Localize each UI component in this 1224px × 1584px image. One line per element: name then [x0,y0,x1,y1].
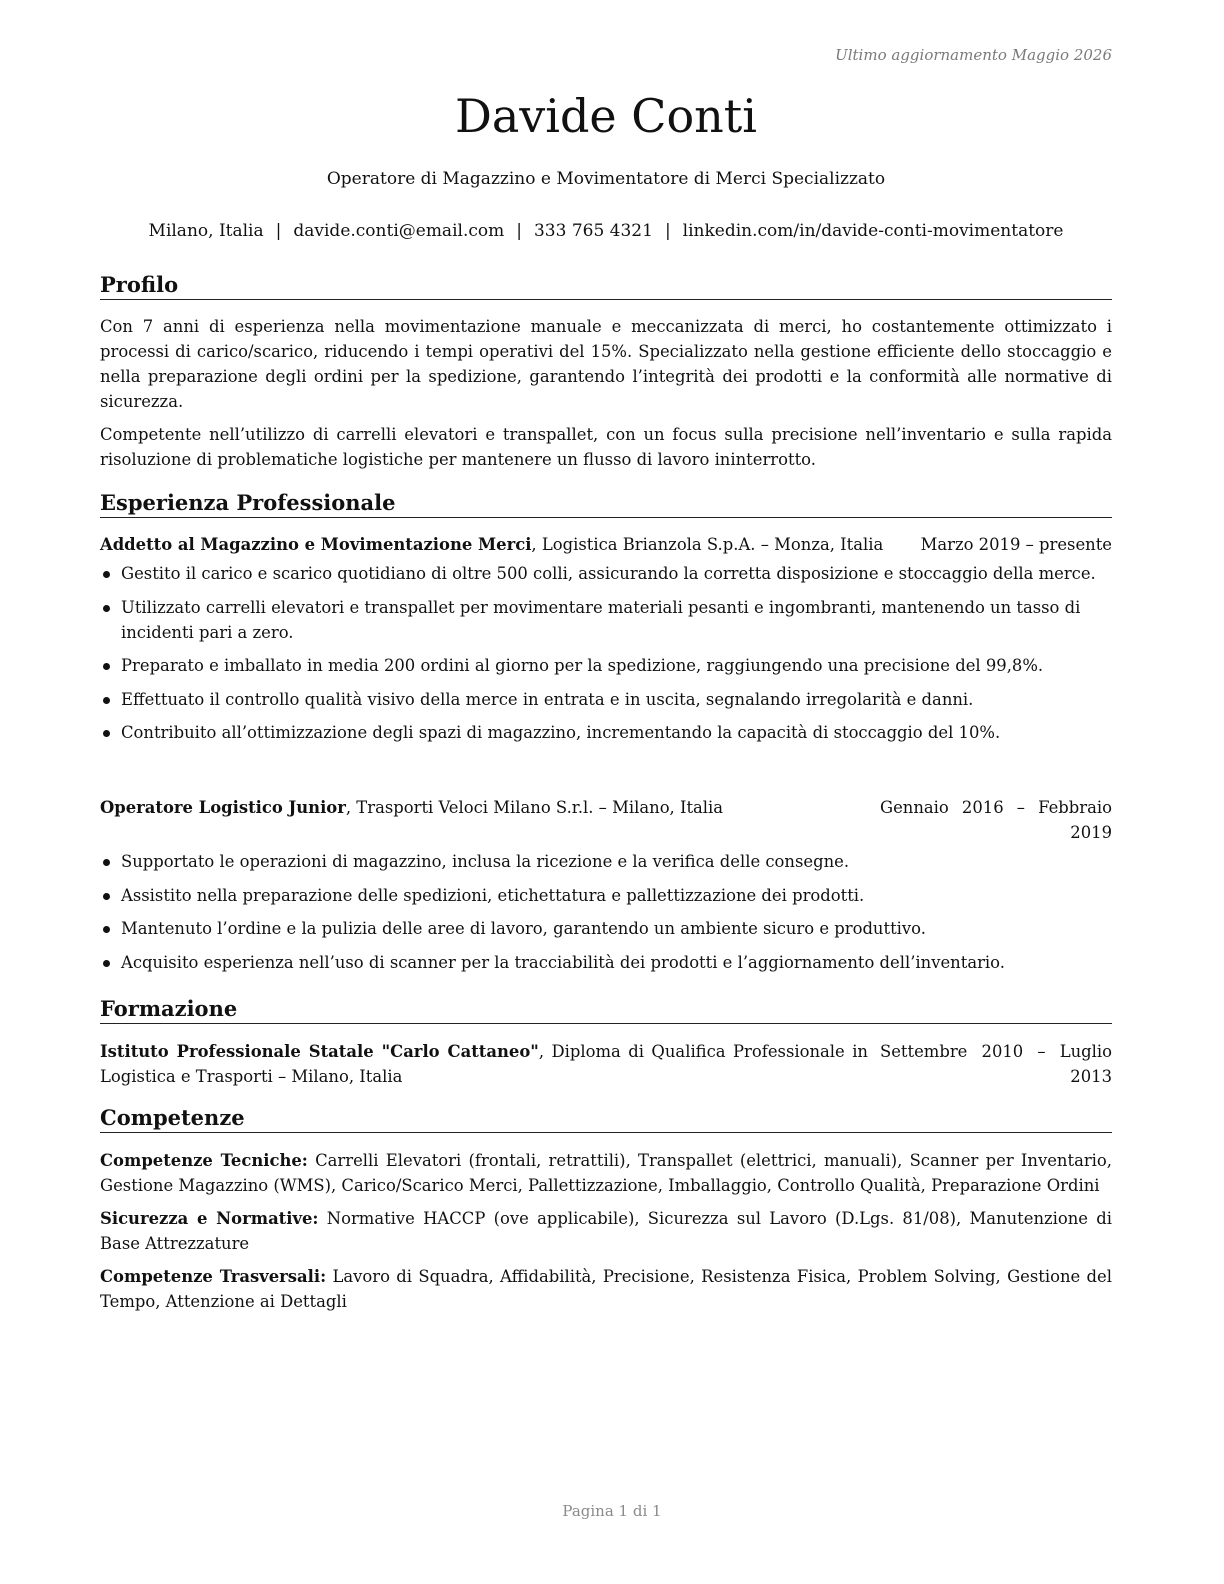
bullet-text: Utilizzato carrelli elevatori e transpallet per movimentare materiali pesanti e ingombranti, mantenendo un tasso di incidenti pari a zero. [121,597,1081,642]
education-entry [100,1039,1112,1089]
job-entry [100,795,1112,983]
bullet-text: Assistito nella preparazione delle spedizioni, etichettatura e pallettizzazione dei prodotti. [121,885,865,905]
skills-section [100,1148,1112,1322]
skill-group [100,1264,1112,1314]
education-dates: Settembre 2010 – Luglio 2013 [880,1042,1112,1086]
skill-group-label: Competenze Tecniche: [100,1151,308,1170]
bullet-text: Acquisito esperienza nell’uso di scanner per la tracciabilità dei prodotti e l’aggiornamento dell’inventario. [121,952,1005,972]
job-bullets [100,849,1112,975]
bullet-text: Preparato e imballato in media 200 ordini al giorno per la spedizione, raggiungendo una precisione del 99,8%. [121,656,1044,675]
skill-group-label: Competenze Trasversali: [100,1267,327,1286]
list-item [100,653,1112,678]
job-header [100,532,1112,557]
contact-separator: | [275,221,282,241]
section-title-skills: Competenze [100,1105,1112,1133]
list-item [100,687,1112,712]
contact-separator: | [516,221,522,241]
contact-linkedin[interactable]: linkedin.com/in/davide-conti-movimentatore [682,221,1064,241]
job-bullets [100,561,1112,745]
skill-group-text: Carrelli Elevatori (frontali, retrattili), Transpallet (elettrici, manuali), Scanner per Inventario, Gestione Magazzino (WMS), Carico/Scarico Merci, Pallettizzazione, Imballaggio, Controllo Qualità, Preparazione Ordini [100,1151,1112,1195]
bullet-icon [103,960,110,967]
skill-group-text: Lavoro di Squadra, Affidabilità, Precisione, Resistenza Fisica, Problem Solving, Gestione del Tempo, Attenzione ai Dettagli [100,1267,1112,1311]
job-title-line [100,532,921,557]
contact-email[interactable]: davide.conti@email.com [293,221,505,241]
bullet-icon [103,605,110,612]
job-entry [100,532,1112,754]
bullet-text: Supportato le operazioni di magazzino, inclusa la ricezione e la verifica delle consegne. [121,852,850,871]
bullet-icon [103,893,110,900]
job-role: Addetto al Magazzino e Movimentazione Merci [100,535,532,554]
job-header [100,795,1112,845]
list-item [100,950,1112,975]
list-item [100,916,1112,941]
section-title-education: Formazione [100,996,1112,1024]
education-title-line [100,1039,880,1089]
job-company: , Logistica Brianzola S.p.A. – Monza, Italia [531,535,884,554]
page-number: Pagina 1 di 1 [562,1502,662,1520]
section-title-profile: Profilo [100,272,1112,300]
contact-phone: 333 765 4321 [533,221,653,241]
skill-group-label: Sicurezza e Normative: [100,1209,319,1228]
bullet-icon [103,571,110,578]
headline: Operatore di Magazzino e Movimentatore di Merci Specializzato [326,169,886,189]
skill-group [100,1148,1112,1198]
list-item [100,561,1112,586]
contact-location: Milano, Italia [148,221,264,241]
contact-line [100,220,1112,242]
profile-section [100,314,1112,480]
job-company: , Trasporti Veloci Milano S.r.l. – Milano, Italia [345,798,724,817]
education-detail: , Diploma di Qualifica Professionale in Logistica e Trasporti – Milano, Italia [100,1042,868,1086]
list-item [100,883,1112,908]
list-item [100,595,1112,645]
bullet-text: Effettuato il controllo qualità visivo della merce in entrata e in uscita, segnalando irregolarità e danni. [121,689,974,709]
bullet-icon [103,859,110,866]
education-school: Istituto Professionale Statale "Carlo Cattaneo" [100,1042,539,1061]
bullet-icon [103,926,110,933]
last-updated-note: Ultimo aggiornamento Maggio 2026 [835,46,1112,64]
skill-group [100,1206,1112,1256]
bullet-text: Mantenuto l’ordine e la pulizia delle aree di lavoro, garantendo un ambiente sicuro e produttivo. [121,919,926,938]
bullet-text: Gestito il carico e scarico quotidiano di oltre 500 colli, assicurando la corretta disposizione e stoccaggio della merce. [121,564,1096,583]
bullet-icon [103,663,110,670]
bullet-icon [103,697,110,704]
job-dates: Marzo 2019 – presente [920,535,1112,554]
contact-separator: | [664,221,671,241]
list-item [100,849,1112,874]
section-title-experience: Esperienza Professionale [100,490,1112,518]
profile-paragraph: Con 7 anni di esperienza nella movimentazione manuale e meccanizzata di merci, ho costantemente ottimizzato i processi di carico/scarico, riducendo i tempi operativi del 15%. Specializzato nella gestione efficiente dello stoccaggio e nella preparazione degli ordini per la spedizione, garantendo l’integrità dei prodotti e la conformità alle normative di sicurezza. [100,317,1112,411]
list-item [100,720,1112,745]
education-header [100,1039,1112,1089]
job-title-line [100,795,880,820]
bullet-icon [103,730,110,737]
bullet-text: Contribuito all’ottimizzazione degli spazi di magazzino, incrementando la capacità di stoccaggio del 10%. [121,723,1001,742]
job-dates: Gennaio 2016 – Febbraio 2019 [880,798,1112,842]
skill-group-text: Normative HACCP (ove applicabile), Sicurezza sul Lavoro (D.Lgs. 81/08), Manutenzione di Base Attrezzature [100,1209,1112,1253]
job-role: Operatore Logistico Junior [100,798,346,817]
candidate-name: Davide Conti [454,89,757,143]
profile-paragraph: Competente nell’utilizzo di carrelli elevatori e transpallet, con un focus sulla precisione nell’inventario e sulla rapida risoluzione di problematiche logistiche per mantenere un flusso di lavoro ininterrotto. [100,425,1112,469]
